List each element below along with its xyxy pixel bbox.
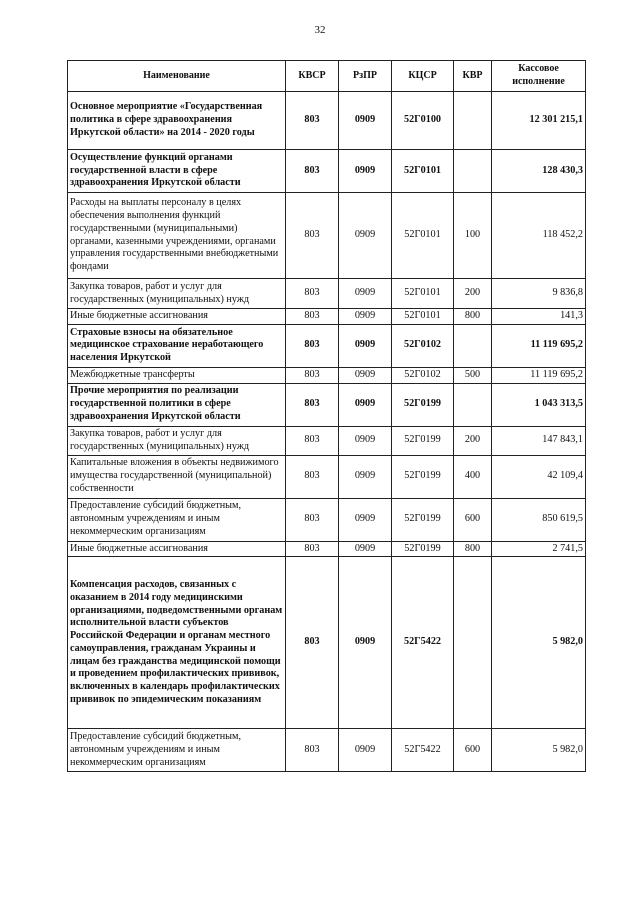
row-kvsr: 803 [286, 383, 339, 426]
row-amount: 11 119 695,2 [492, 324, 586, 367]
row-kcsr: 52Г0101 [392, 279, 454, 309]
row-amount: 1 043 313,5 [492, 383, 586, 426]
row-kvr: 800 [454, 309, 492, 325]
header-name: Наименование [68, 61, 286, 92]
row-kcsr: 52Г0199 [392, 498, 454, 541]
row-kvsr: 803 [286, 367, 339, 383]
row-amount: 2 741,5 [492, 541, 586, 557]
row-kvr [454, 150, 492, 193]
row-kvr: 600 [454, 498, 492, 541]
table-row [68, 367, 586, 383]
row-amount: 147 843,1 [492, 426, 586, 455]
row-amount: 11 119 695,2 [492, 367, 586, 383]
row-rzpr: 0909 [339, 541, 392, 557]
header-kvr: КВР [454, 61, 492, 92]
row-kvr: 400 [454, 455, 492, 498]
row-name: Предоставление субсидий бюджетным, автономным учреждениям и иным некоммерческим организациям [68, 498, 286, 541]
table-row [68, 498, 586, 541]
row-kvsr: 803 [286, 557, 339, 729]
row-rzpr: 0909 [339, 193, 392, 279]
table-row [68, 729, 586, 772]
row-kcsr: 52Г0101 [392, 193, 454, 279]
row-amount: 850 619,5 [492, 498, 586, 541]
row-rzpr: 0909 [339, 92, 392, 150]
row-kvr [454, 383, 492, 426]
table-row [68, 193, 586, 279]
row-kvsr: 803 [286, 324, 339, 367]
row-kcsr: 52Г0101 [392, 309, 454, 325]
row-name: Основное мероприятие «Государственная политика в сфере здравоохранения Иркутской области» на 2014 - 2020 годы [68, 92, 286, 150]
row-kvr: 200 [454, 426, 492, 455]
table-row [68, 557, 586, 729]
row-kvsr: 803 [286, 193, 339, 279]
row-kvr [454, 324, 492, 367]
row-name: Иные бюджетные ассигнования [68, 309, 286, 325]
row-rzpr: 0909 [339, 729, 392, 772]
row-kvsr: 803 [286, 729, 339, 772]
row-kvr [454, 92, 492, 150]
row-name: Закупка товаров, работ и услуг для государственных (муниципальных) нужд [68, 279, 286, 309]
row-name: Капитальные вложения в объекты недвижимого имущества государственной (муниципальной) собственности [68, 455, 286, 498]
table-row [68, 92, 586, 150]
row-rzpr: 0909 [339, 309, 392, 325]
row-amount: 5 982,0 [492, 557, 586, 729]
row-kcsr: 52Г0199 [392, 383, 454, 426]
row-amount: 9 836,8 [492, 279, 586, 309]
row-rzpr: 0909 [339, 383, 392, 426]
row-rzpr: 0909 [339, 426, 392, 455]
table-row [68, 541, 586, 557]
row-kcsr: 52Г5422 [392, 729, 454, 772]
row-rzpr: 0909 [339, 367, 392, 383]
row-amount: 5 982,0 [492, 729, 586, 772]
row-kvr: 100 [454, 193, 492, 279]
row-rzpr: 0909 [339, 498, 392, 541]
row-kvsr: 803 [286, 309, 339, 325]
row-name: Межбюджетные трансферты [68, 367, 286, 383]
row-name: Расходы на выплаты персоналу в целях обеспечения выполнения функций государственными (муниципальными) органами, казенными учреждениями, органами управления государственными внебюджетными фондами [68, 193, 286, 279]
row-amount: 42 109,4 [492, 455, 586, 498]
header-kvsr: КВСР [286, 61, 339, 92]
row-rzpr: 0909 [339, 324, 392, 367]
table-row [68, 426, 586, 455]
row-kcsr: 52Г0102 [392, 367, 454, 383]
table-row [68, 279, 586, 309]
row-kvsr: 803 [286, 279, 339, 309]
row-kvsr: 803 [286, 426, 339, 455]
table-row [68, 324, 586, 367]
row-rzpr: 0909 [339, 557, 392, 729]
row-kvr [454, 557, 492, 729]
table-row [68, 455, 586, 498]
budget-execution-table [67, 60, 586, 772]
row-name: Страховые взносы на обязательное медицинское страхование неработающего населения Иркутской [68, 324, 286, 367]
row-kvr: 200 [454, 279, 492, 309]
row-kvsr: 803 [286, 498, 339, 541]
row-kcsr: 52Г0199 [392, 455, 454, 498]
table-row [68, 383, 586, 426]
row-name: Осуществление функций органами государственной власти в сфере здравоохранения Иркутской области [68, 150, 286, 193]
table-header-row [68, 61, 586, 92]
row-kvr: 500 [454, 367, 492, 383]
row-name: Закупка товаров, работ и услуг для государственных (муниципальных) нужд [68, 426, 286, 455]
row-kcsr: 52Г5422 [392, 557, 454, 729]
header-rzpr: РзПР [339, 61, 392, 92]
row-name: Предоставление субсидий бюджетным, автономным учреждениям и иным некоммерческим организациям [68, 729, 286, 772]
header-cash-execution: Кассовое исполнение [492, 61, 586, 92]
row-rzpr: 0909 [339, 150, 392, 193]
row-amount: 118 452,2 [492, 193, 586, 279]
row-kvsr: 803 [286, 455, 339, 498]
table-row [68, 150, 586, 193]
row-kcsr: 52Г0199 [392, 541, 454, 557]
table-row [68, 309, 586, 325]
row-kcsr: 52Г0199 [392, 426, 454, 455]
row-amount: 12 301 215,1 [492, 92, 586, 150]
header-kcsr: КЦСР [392, 61, 454, 92]
row-kvsr: 803 [286, 92, 339, 150]
row-kvsr: 803 [286, 150, 339, 193]
row-name: Компенсация расходов, связанных с оказанием в 2014 году медицинскими организациями, подведомственными органам исполнительной власти субъектов Российской Федерации и органам местного самоуправления, гражданам Украины и лицам без гражданства медицинской помощи и проведением профилактических прививок, включенных в календарь профилактических прививок по эпидемическим показаниям [68, 557, 286, 729]
table-body [68, 92, 586, 772]
page-number: 32 [314, 24, 326, 36]
row-amount: 141,3 [492, 309, 586, 325]
row-name: Прочие мероприятия по реализации государственной политики в сфере здравоохранения Иркутской области [68, 383, 286, 426]
row-kvsr: 803 [286, 541, 339, 557]
row-amount: 128 430,3 [492, 150, 586, 193]
row-rzpr: 0909 [339, 279, 392, 309]
row-name: Иные бюджетные ассигнования [68, 541, 286, 557]
row-kcsr: 52Г0101 [392, 150, 454, 193]
row-rzpr: 0909 [339, 455, 392, 498]
row-kcsr: 52Г0102 [392, 324, 454, 367]
row-kvr: 800 [454, 541, 492, 557]
row-kvr: 600 [454, 729, 492, 772]
row-kcsr: 52Г0100 [392, 92, 454, 150]
